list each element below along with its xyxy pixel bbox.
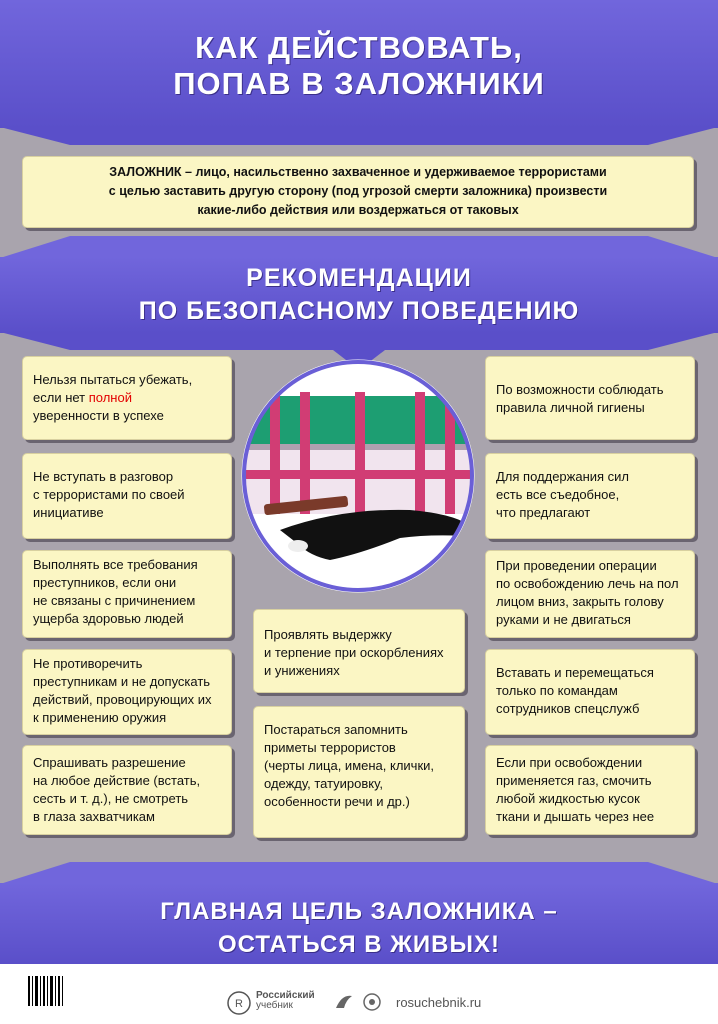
- header-band: [0, 0, 718, 128]
- hostage-illustration: [240, 358, 476, 594]
- conclusion-band: [0, 883, 718, 964]
- barcode: [26, 972, 66, 1012]
- partner-logo-icon-2: [360, 990, 384, 1014]
- center-card-1: Проявлять выдержку и терпение при оскорблениях и унижениях: [253, 609, 465, 693]
- right-card-2: Для поддержания сил есть все съедобное, что предлагают: [485, 453, 695, 539]
- right-card-5: Если при освобождении применяется газ, смочить любой жидкостью кусок ткани и дышать через нее: [485, 745, 695, 835]
- left-card-3: Выполнять все требования преступников, если они не связаны с причинением ущерба здоровью людей: [22, 550, 232, 638]
- publisher-name: Российский учебник: [256, 990, 315, 1011]
- header-trapezoid: [0, 127, 718, 147]
- center-card-2: Постараться запомнить приметы террористов (черты лица, имена, клички, одежду, татуировку, особенности речи и др.): [253, 706, 465, 838]
- footer: [0, 964, 718, 1024]
- website-link[interactable]: rosuchebnik.ru: [396, 995, 482, 1010]
- section-title: РЕКОМЕНДАЦИИ ПО БЕЗОПАСНОМУ ПОВЕДЕНИЮ: [138, 264, 580, 325]
- left-card-5: Спрашивать разрешение на любое действие (встать, сесть и т. д.), не смотреть в глаза захватчикам: [22, 745, 232, 835]
- emphasis-word: полной: [88, 390, 132, 405]
- left-card-4: Не противоречить преступникам и не допускать действий, провоцирующих их к применению оружия: [22, 649, 232, 735]
- publisher-logo-icon: [226, 990, 252, 1016]
- right-card-3: При проведении операции по освобождению лечь на пол лицом вниз, закрыть голову руками и не двигаться: [485, 550, 695, 638]
- definition-box: ЗАЛОЖНИК – лицо, насильственно захваченное и удерживаемое террористами с целью заставить другую сторону (под угрозой смерти заложника) произвести какие-либо действия или воздержаться от таковых: [22, 156, 694, 228]
- page-title: КАК ДЕЙСТВОВАТЬ, ПОПАВ В ЗАЛОЖНИКИ: [173, 30, 545, 101]
- partner-logo-icon: [332, 990, 356, 1014]
- left-card-2: Не вступать в разговор с террористами по своей инициативе: [22, 453, 232, 539]
- conclusion-band-top: [0, 862, 718, 884]
- section-band: [0, 257, 718, 333]
- left-card-1: Нельзя пытаться убежать, если нет полной уверенности в успехе: [22, 356, 232, 440]
- section-band-top: [0, 236, 718, 258]
- svg-text:R: R: [235, 998, 243, 1010]
- right-card-1: По возможности соблюдать правила личной гигиены: [485, 356, 695, 440]
- conclusion-title: ГЛАВНАЯ ЦЕЛЬ ЗАЛОЖНИКА – ОСТАТЬСЯ В ЖИВЫХ!: [160, 898, 558, 958]
- right-card-4: Вставать и перемещаться только по командам сотрудников спецслужб: [485, 649, 695, 735]
